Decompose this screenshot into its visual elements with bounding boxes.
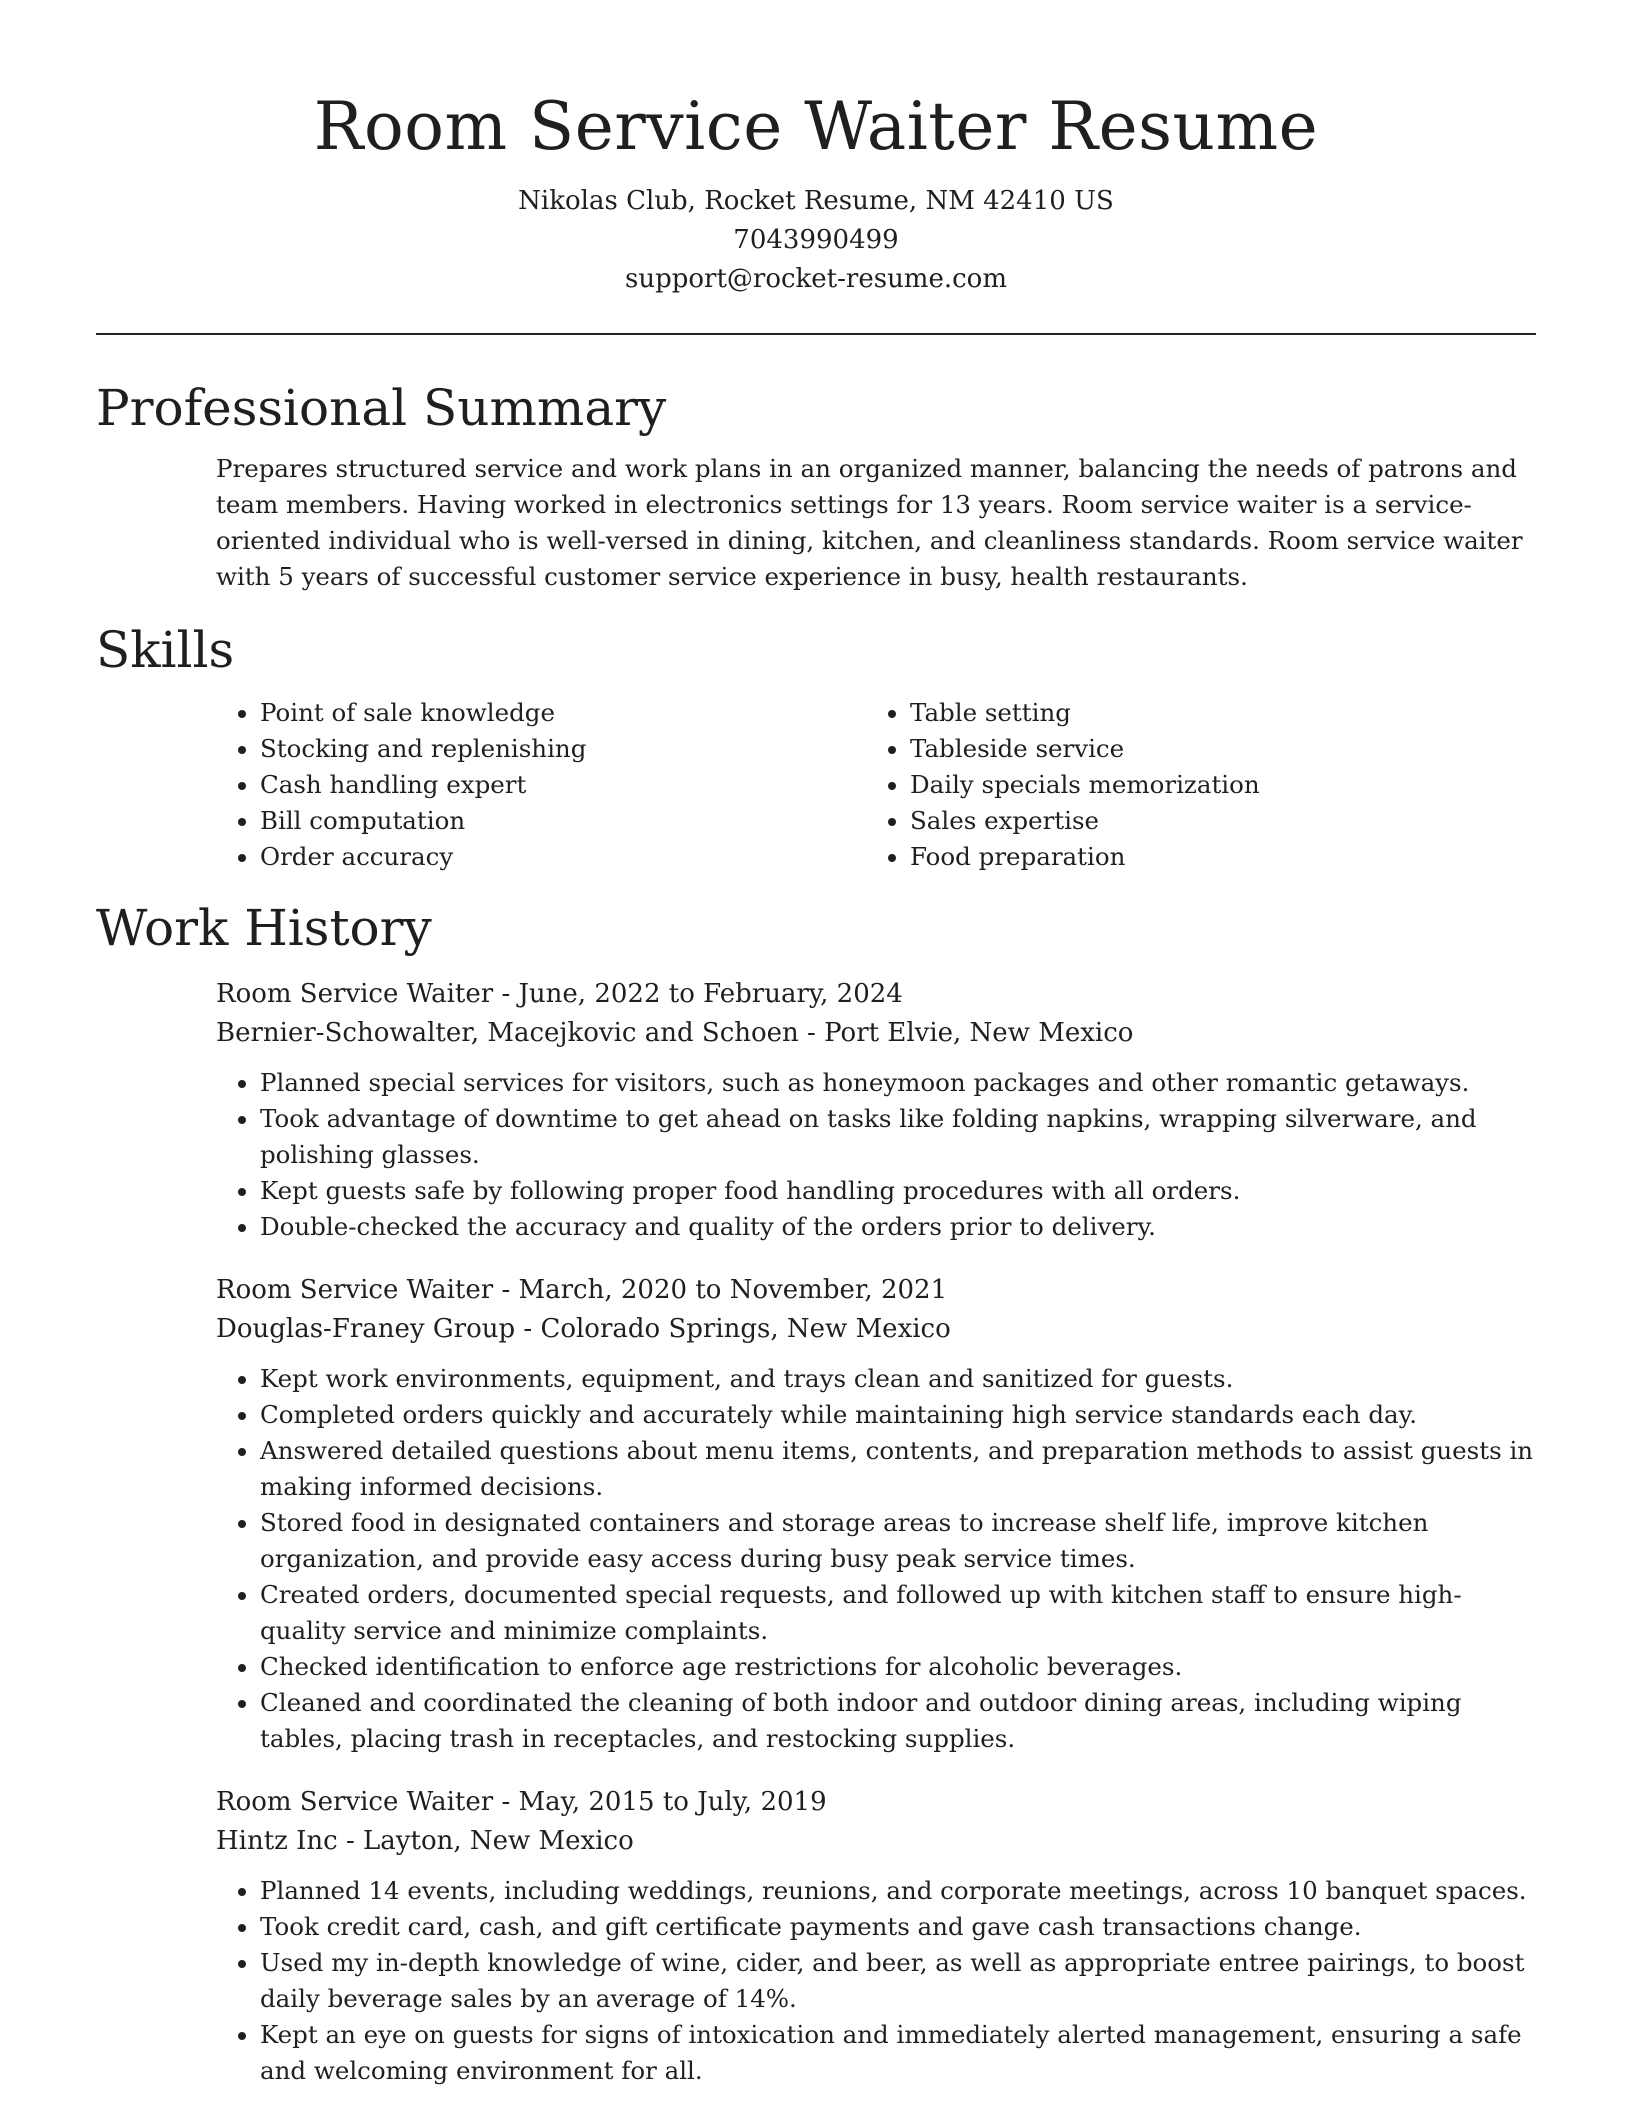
job-bullet: • Double-checked the accuracy and quality of the orders prior to delivery.: [260, 1209, 1536, 1245]
skill-item: • Tableside service: [910, 731, 1400, 767]
job-bullet: • Cleaned and coordinated the cleaning of both indoor and outdoor dining areas, including wiping tables, placing trash in receptacles, and restocking supplies.: [260, 1685, 1536, 1757]
job-bullet: • Planned 14 events, including weddings, reunions, and corporate meetings, across 10 banquet spaces.: [260, 1873, 1536, 1909]
skills-list: [96, 695, 1536, 875]
skill-item: • Table setting: [910, 695, 1400, 731]
job-company-line: Hintz Inc - Layton, New Mexico: [216, 1826, 634, 1856]
job-title-line: Room Service Waiter - June, 2022 to February, 2024: [216, 979, 903, 1009]
skill-item: • Cash handling expert: [260, 767, 750, 803]
resume-page: [96, 0, 1536, 2089]
job-bullet: • Used my in-depth knowledge of wine, cider, and beer, as well as appropriate entree pairings, to boost daily beverage sales by an average of 14%.: [260, 1945, 1536, 2017]
job-bullet: • Checked identification to enforce age restrictions for alcoholic beverages.: [260, 1649, 1536, 1685]
job-company-line: Bernier-Schowalter, Macejkovic and Schoen - Port Elvie, New Mexico: [216, 1018, 1134, 1048]
contact-address: Nikolas Club, Rocket Resume, NM 42410 US: [518, 186, 1114, 216]
skill-item: • Stocking and replenishing: [260, 731, 750, 767]
job-company-line: Douglas-Franey Group - Colorado Springs, New Mexico: [216, 1314, 951, 1344]
skill-item: • Point of sale knowledge: [260, 695, 750, 731]
job-bullet: • Stored food in designated containers and storage areas to increase shelf life, improve kitchen organization, and provide easy access during busy peak service times.: [260, 1505, 1536, 1577]
contact-email: support@rocket-resume.com: [624, 264, 1007, 294]
skill-item: • Food preparation: [910, 839, 1400, 875]
summary-text: Prepares structured service and work plans in an organized manner, balancing the needs of patrons and team members. Having worked in electronics settings for 13 years. Room service waiter is a service-oriented individual who is well-versed in dining, kitchen, and cleanliness standards. Room service waiter with 5 years of successful customer service experience in busy, health restaurants.: [216, 454, 1523, 591]
skill-item: • Daily specials memorization: [910, 767, 1400, 803]
skill-item: • Order accuracy: [260, 839, 750, 875]
job-bullet: • Took credit card, cash, and gift certificate payments and gave cash transactions change.: [260, 1909, 1536, 1945]
job-title-line: Room Service Waiter - May, 2015 to July, 2019: [216, 1787, 827, 1817]
job-entry: [216, 1271, 1536, 1757]
job-entry: [216, 975, 1536, 1245]
job-entry: [216, 1783, 1536, 2089]
skills-column-left: [96, 695, 750, 875]
work-history-heading: Work History: [96, 899, 432, 957]
job-bullet: • Planned special services for visitors, such as honeymoon packages and other romantic getaways.: [260, 1065, 1536, 1101]
contact-phone: 7043990499: [733, 225, 899, 255]
resume-header: [96, 0, 1536, 299]
job-bullet: • Kept work environments, equipment, and trays clean and sanitized for guests.: [260, 1361, 1536, 1397]
skills-heading: Skills: [96, 621, 235, 679]
summary-heading: Professional Summary: [96, 379, 667, 437]
job-bullets: [216, 1873, 1536, 2089]
job-bullet: • Answered detailed questions about menu items, contents, and preparation methods to assist guests in making informed decisions.: [260, 1433, 1536, 1505]
job-bullet: • Kept an eye on guests for signs of intoxication and immediately alerted management, ensuring a safe and welcoming environment for all.: [260, 2017, 1536, 2089]
skills-column-right: [750, 695, 1400, 875]
job-title-line: Room Service Waiter - March, 2020 to November, 2021: [216, 1275, 948, 1305]
contact-block: [96, 182, 1536, 299]
skill-item: • Sales expertise: [910, 803, 1400, 839]
resume-title: Room Service Waiter Resume: [313, 88, 1319, 165]
job-bullet: • Kept guests safe by following proper food handling procedures with all orders.: [260, 1173, 1536, 1209]
job-bullet: • Completed orders quickly and accurately while maintaining high service standards each day.: [260, 1397, 1536, 1433]
job-bullet: • Created orders, documented special requests, and followed up with kitchen staff to ensure high-quality service and minimize complaints.: [260, 1577, 1536, 1649]
job-bullet: • Took advantage of downtime to get ahead on tasks like folding napkins, wrapping silverware, and polishing glasses.: [260, 1101, 1536, 1173]
job-bullets: [216, 1361, 1536, 1757]
job-bullets: [216, 1065, 1536, 1245]
header-divider: [96, 333, 1536, 335]
skill-item: • Bill computation: [260, 803, 750, 839]
